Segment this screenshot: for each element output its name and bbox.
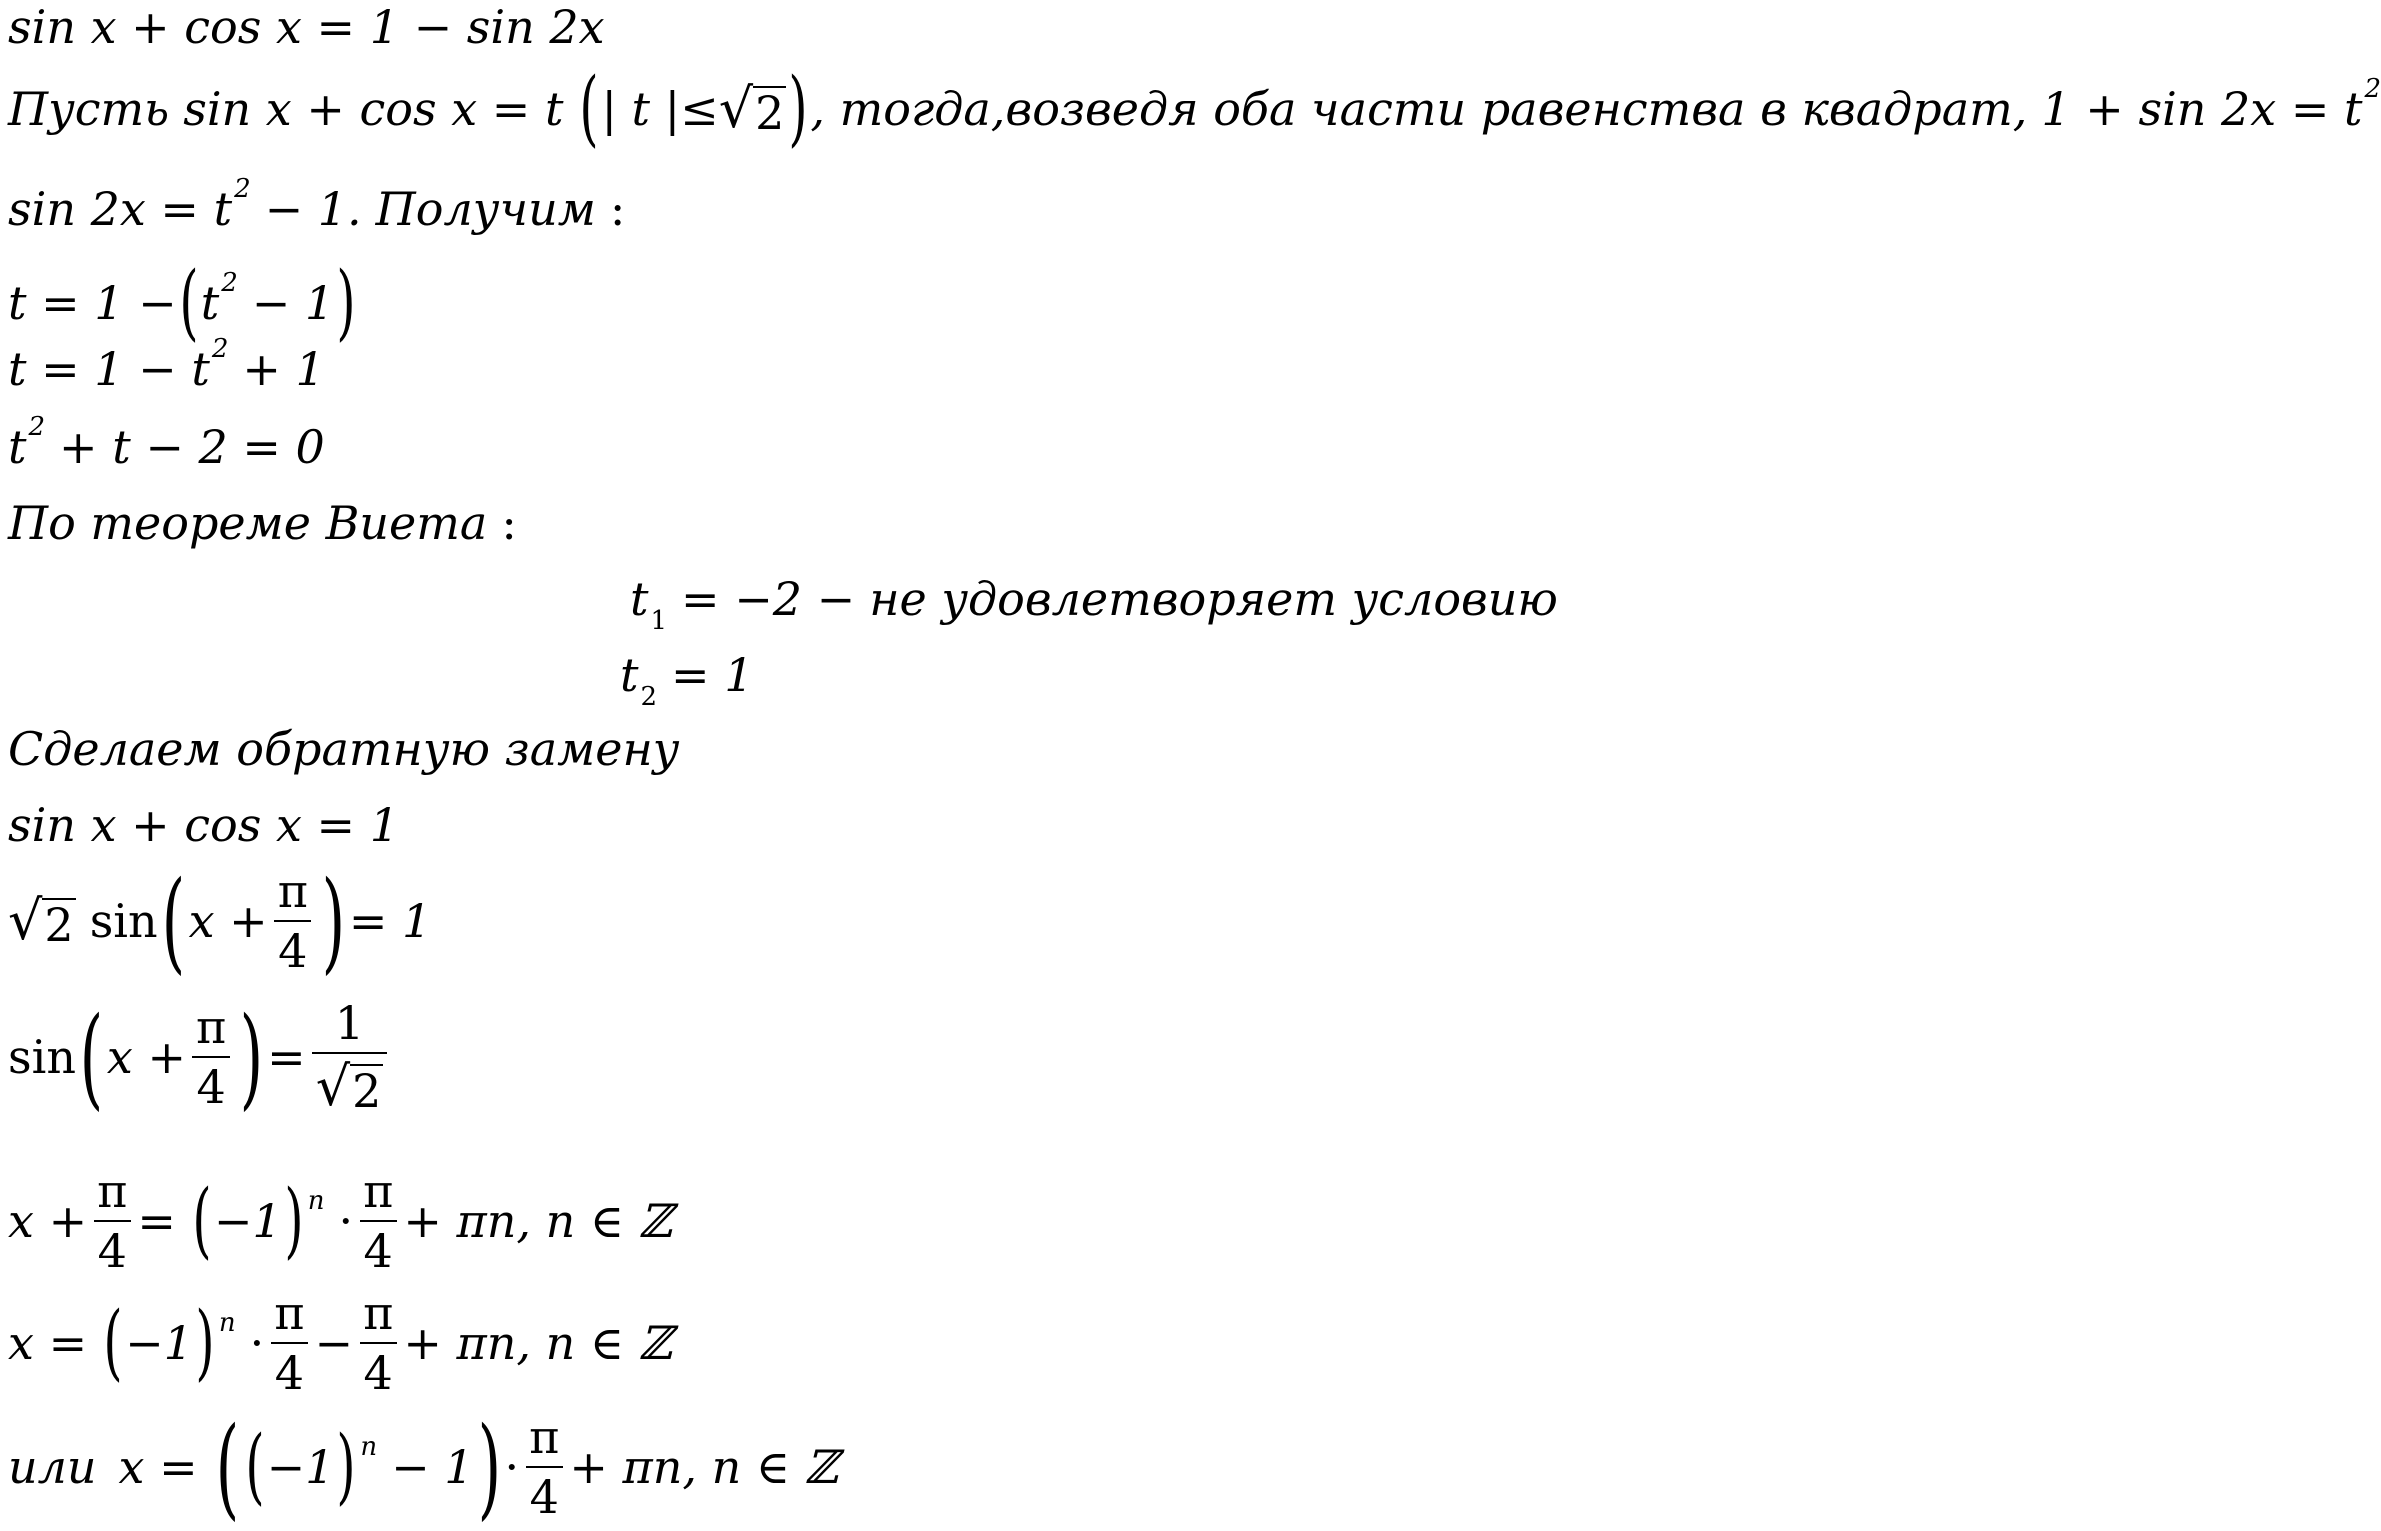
explanation-text: , тогда,возведя оба части равенства в квадрат, (810, 82, 2028, 136)
pi-over-4 (270, 1286, 308, 1400)
denominator: 4 (192, 1056, 229, 1110)
dot: · (504, 1440, 520, 1494)
right-paren: ) (788, 61, 809, 156)
exponent: n (307, 1186, 325, 1216)
minus-one: − 1. (264, 182, 362, 236)
colon: : (501, 496, 517, 550)
pi-over-4 (274, 864, 312, 978)
tail: + πn, n ∈ ℤ (569, 1440, 839, 1494)
subscript: 2 (640, 682, 658, 712)
numerator: π (363, 1286, 394, 1340)
numerator: 1 (334, 996, 365, 1050)
denominator: 4 (360, 1342, 397, 1396)
quadratic-rest: + t − 2 = 0 (59, 420, 325, 474)
back-sub-text: Сделаем обратную замену (8, 722, 680, 776)
equation-line-1 (8, 0, 605, 54)
base: −1 (266, 1440, 335, 1494)
exponent: 2 (2364, 74, 2381, 104)
equation-text: sin x + cos x = 1 − sin 2x (8, 0, 605, 54)
left-paren: ( (179, 255, 199, 350)
denominator (312, 1052, 388, 1118)
substitution-expr: sin x + cos x = t (183, 82, 564, 136)
quadratic-equation (8, 412, 325, 474)
dot: · (338, 1194, 354, 1248)
tail: + πn, n ∈ ℤ (403, 1316, 673, 1370)
pi-over-4 (359, 1164, 397, 1278)
numerator: π (274, 1286, 305, 1340)
inner-x-plus: x + (106, 1030, 186, 1084)
sin2x-line (8, 174, 626, 236)
colon: : (609, 182, 626, 236)
back-substitution (8, 722, 680, 776)
minus: − (314, 1316, 354, 1370)
numerator: π (97, 1164, 128, 1218)
numerator: π (363, 1164, 394, 1218)
denominator: 4 (94, 1220, 131, 1274)
lhs: x = (8, 1316, 88, 1370)
var-t: t (8, 420, 27, 474)
left-paren: ( (579, 61, 600, 156)
right-paren: ) (336, 1419, 356, 1514)
outer-right-paren: ) (477, 1403, 501, 1531)
exponent: 2 (234, 174, 251, 204)
sqrt-sin-equation (8, 857, 432, 985)
root-t1 (630, 572, 1558, 636)
t-equation-1 (8, 255, 358, 350)
denominator: 4 (274, 920, 311, 974)
left-paren: ( (161, 857, 185, 985)
t-equation-2 (8, 334, 325, 396)
sqrt-arg: 2 (352, 1064, 382, 1118)
denominator: 4 (526, 1466, 563, 1520)
left-paren: ( (192, 1173, 212, 1268)
numerator: π (195, 1000, 227, 1054)
sqrt-arg: 2 (44, 898, 74, 952)
var-t: t (200, 276, 220, 330)
left-paren: ( (244, 1419, 265, 1514)
base: −1 (213, 1194, 282, 1248)
square-identity: 1 + sin 2x = t (2041, 82, 2363, 136)
right-paren: ) (336, 255, 356, 350)
pi-over-4 (93, 1164, 131, 1278)
equals: = (137, 1194, 176, 1248)
x-plus-equation (8, 1164, 673, 1278)
or-equation (8, 1403, 839, 1531)
var-t: t (630, 572, 649, 626)
tail: + πn, n ∈ ℤ (403, 1194, 673, 1248)
minus-one: − 1 (391, 1440, 474, 1494)
exponent: 2 (221, 268, 238, 298)
base: −1 (125, 1316, 193, 1370)
right-paren: ) (321, 857, 346, 985)
exponent: 2 (211, 334, 229, 364)
var-t: t (620, 648, 639, 702)
pi-over-4 (192, 1000, 230, 1114)
sqrt-two: √ 2 (718, 77, 785, 140)
minus-one: − 1 (251, 276, 335, 330)
t1-note: не удовлетворяет условию (869, 572, 1558, 626)
plus-one: + 1 (242, 342, 325, 396)
left-paren: ( (79, 993, 104, 1121)
sin-fn: sin (89, 894, 158, 948)
vieta-line (8, 496, 517, 550)
equation-line-11 (8, 798, 399, 852)
vieta-text: По теореме Виета (8, 496, 488, 550)
numerator: π (529, 1410, 560, 1464)
word-or: или (8, 1440, 97, 1494)
root-t2 (620, 648, 754, 712)
inner-x-plus: x + (188, 894, 268, 948)
x-equation (8, 1286, 673, 1400)
substitution-line (8, 61, 2381, 156)
sqrt-two: √ 2 (8, 889, 74, 952)
denominator: 4 (271, 1342, 308, 1396)
t1-value: = −2 − (681, 572, 856, 626)
lhs: x = (118, 1440, 198, 1494)
sqrt-two: √ 2 (315, 1055, 382, 1118)
exponent: n (360, 1432, 378, 1462)
one-over-sqrt2 (312, 996, 388, 1118)
sin-fn: sin (8, 1030, 76, 1084)
right-paren: ) (284, 1173, 304, 1268)
word-let: Пусть (8, 82, 170, 136)
equals: = (267, 1030, 306, 1084)
word-get: Получим (375, 182, 596, 236)
t2-value: = 1 (671, 648, 754, 702)
equation-text: sin x + cos x = 1 (8, 798, 399, 852)
lhs: x + (8, 1194, 88, 1248)
denominator: 4 (360, 1220, 397, 1274)
lhs: t = 1 − (8, 276, 177, 330)
right-paren: ) (195, 1295, 215, 1390)
lhs: t = 1 − t (8, 342, 210, 396)
rhs: = 1 (348, 894, 432, 948)
sin2x-expr: sin 2x = t (8, 182, 233, 236)
dot: · (249, 1316, 265, 1370)
left-paren: ( (103, 1295, 123, 1390)
abs-t-condition: | t |≤ (601, 82, 719, 136)
subscript: 1 (650, 606, 668, 636)
exponent: n (218, 1308, 236, 1338)
sqrt-arg: 2 (755, 86, 785, 140)
pi-over-4 (525, 1410, 563, 1524)
pi-over-4 (359, 1286, 397, 1400)
numerator: π (277, 864, 308, 918)
right-paren: ) (239, 993, 264, 1121)
outer-left-paren: ( (215, 1403, 239, 1531)
sin-equation (8, 993, 393, 1121)
exponent: 2 (28, 412, 46, 442)
